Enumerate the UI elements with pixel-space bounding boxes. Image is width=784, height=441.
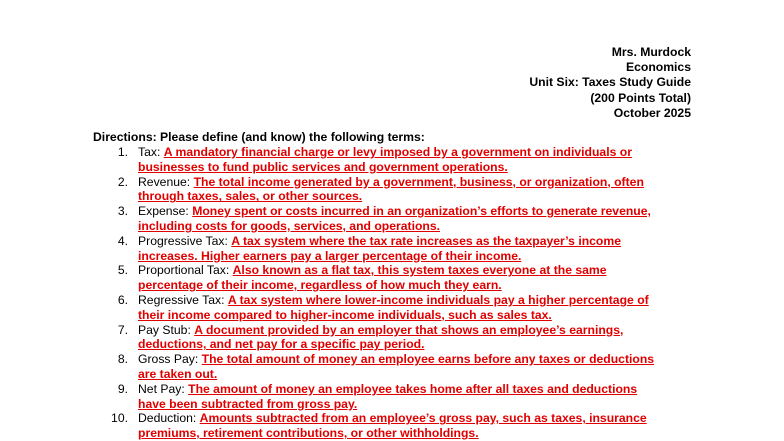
term-definition-continued: their income compared to higher-income individuals, such as sales tax.	[138, 307, 552, 322]
list-item	[0, 352, 784, 382]
term-number: 2.	[117, 174, 128, 189]
term-definition-continued: percentage of their income, regardless of how much they earn.	[138, 278, 502, 293]
term-number: 8.	[117, 352, 128, 367]
points-total: (200 Points Total)	[590, 90, 691, 105]
term-name: Pay Stub:	[138, 322, 195, 337]
list-item	[0, 263, 784, 293]
term-name: Progressive Tax:	[138, 233, 232, 248]
term-number: 3.	[117, 204, 128, 219]
term-definition: A mandatory financial charge or levy imposed by a government on individuals or	[163, 145, 632, 159]
term-number: 4.	[117, 233, 128, 248]
term-definition: The amount of money an employee takes home after all taxes and deductions	[188, 381, 638, 396]
list-item	[0, 145, 784, 175]
term-definition: Money spent or costs incurred in an organization’s efforts to generate revenue,	[192, 204, 651, 219]
list-item	[0, 293, 784, 323]
list-item	[0, 175, 784, 205]
directions: Directions: Please define (and know) the following terms:	[93, 130, 425, 144]
term-definition-continued: increases. Higher earners pay a larger percentage of their income.	[138, 248, 522, 263]
list-item	[0, 204, 784, 234]
course-name: Economics	[625, 60, 691, 75]
term-definition-continued: deductions, and net pay for a specific pay period.	[138, 337, 425, 352]
term-definition-continued: have been subtracted from gross pay.	[138, 396, 358, 411]
list-item	[0, 234, 784, 264]
term-number: 5.	[117, 263, 128, 278]
list-item	[0, 411, 784, 441]
term-name: Deduction:	[138, 411, 200, 426]
document-date: October 2025	[613, 105, 691, 120]
term-number: 6.	[117, 292, 128, 307]
term-name: Expense:	[138, 204, 193, 219]
terms-list	[0, 145, 784, 441]
term-name: Regressive Tax:	[138, 292, 228, 307]
term-definition-continued: are taken out.	[138, 366, 218, 381]
term-number: 1.	[117, 145, 128, 159]
term-name: Revenue:	[138, 174, 194, 189]
term-definition-continued: premiums, retirement contributions, or other withholdings.	[138, 426, 479, 441]
list-item	[0, 323, 784, 353]
teacher-name: Mrs. Murdock	[611, 45, 691, 59]
term-definition: Also known as a flat tax, this system taxes everyone at the same	[232, 263, 607, 278]
term-definition: A document provided by an employer that shows an employee’s earnings,	[194, 322, 624, 337]
term-definition-continued: through taxes, sales, or other sources.	[138, 189, 363, 204]
term-name: Proportional Tax:	[138, 263, 233, 278]
term-definition: A tax system where lower-income individuals pay a higher percentage of	[227, 292, 649, 307]
term-number: 9.	[117, 381, 128, 396]
term-definition: The total amount of money an employee earns before any taxes or deductions	[201, 352, 655, 367]
term-definition-continued: including costs for goods, services, and operations.	[138, 218, 441, 233]
term-definition: Amounts subtracted from an employee’s gross pay, such as taxes, insurance	[199, 411, 647, 426]
term-name: Tax:	[138, 145, 164, 159]
term-definition: The total income generated by a government, business, or organization, often	[193, 174, 644, 189]
document-header	[529, 45, 691, 121]
term-name: Net Pay:	[138, 381, 189, 396]
term-definition: A tax system where the tax rate increases as the taxpayer’s income	[231, 233, 621, 248]
term-number: 10.	[111, 411, 128, 426]
term-name: Gross Pay:	[138, 352, 202, 367]
term-definition-continued: businesses to fund public services and government operations.	[138, 159, 508, 174]
unit-title: Unit Six: Taxes Study Guide	[529, 75, 691, 90]
term-number: 7.	[117, 322, 128, 337]
list-item	[0, 382, 784, 412]
